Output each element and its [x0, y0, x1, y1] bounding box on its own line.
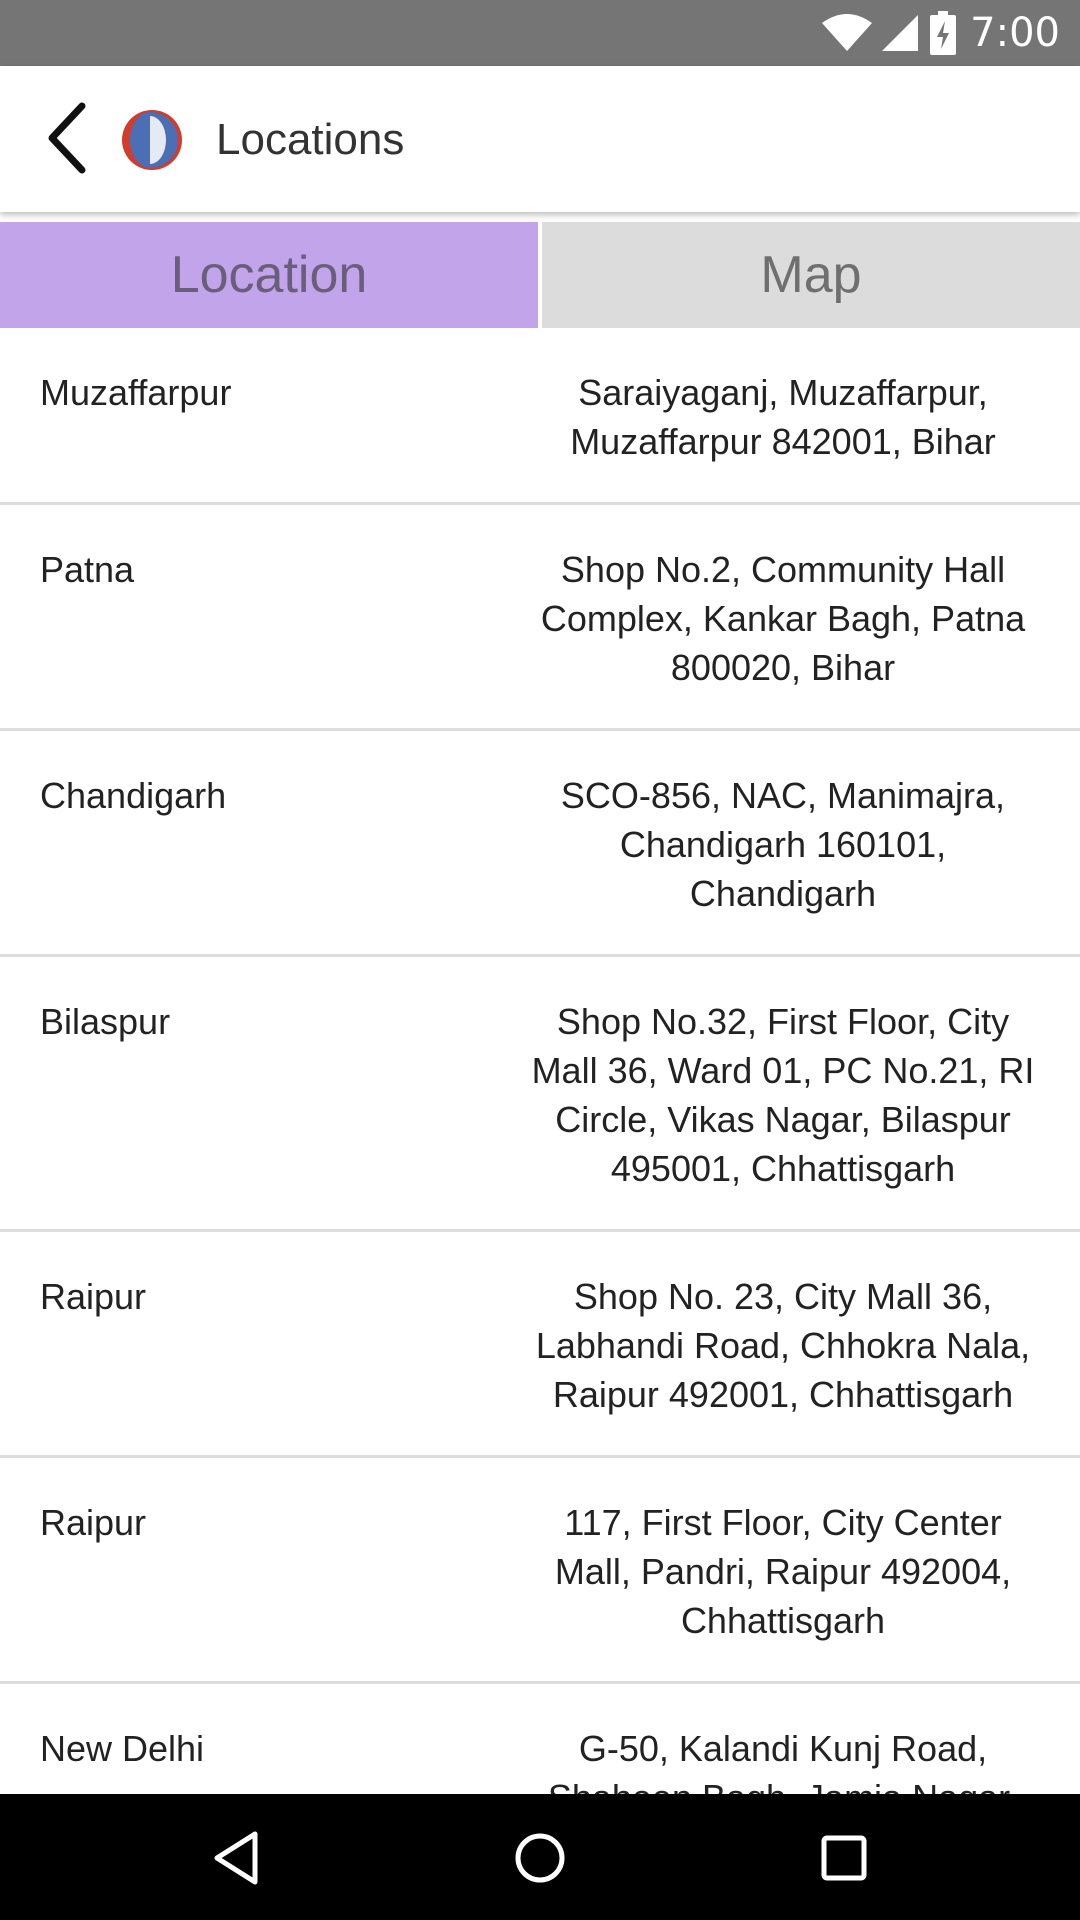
- tab-location[interactable]: Location: [0, 222, 538, 328]
- tab-bar: [0, 222, 1080, 328]
- list-item[interactable]: [0, 1232, 1080, 1458]
- circle-home-icon: [514, 1832, 566, 1889]
- location-address: Shop No.2, Community Hall Complex, Kankar Bagh, Patna 800020, Bihar: [540, 549, 1026, 688]
- tab-map[interactable]: Map: [542, 222, 1080, 328]
- app-bar: [0, 66, 1080, 212]
- location-city: Raipur: [40, 1276, 147, 1317]
- list-item[interactable]: [0, 505, 1080, 731]
- list-item[interactable]: [0, 731, 1080, 957]
- location-city: Bilaspur: [40, 1001, 171, 1042]
- back-arrow-icon: [44, 102, 88, 179]
- locations-list[interactable]: [0, 328, 1080, 1794]
- location-address: SCO-856, NAC, Manimajra, Chandigarh 160101, Chandigarh: [560, 775, 1006, 914]
- battery-charging-icon: [930, 11, 956, 55]
- status-icons: [820, 0, 1060, 66]
- status-bar: [0, 0, 1080, 66]
- app-logo-icon: [120, 108, 184, 172]
- location-city: Patna: [40, 549, 135, 590]
- page-title: Locations: [216, 115, 405, 164]
- location-address: Shop No. 23, City Mall 36, Labhandi Road, Chhokra Nala, Raipur 492001, Chhattisgarh: [535, 1276, 1031, 1415]
- location-city: Chandigarh: [40, 775, 227, 816]
- square-recents-icon: [820, 1834, 868, 1887]
- location-city: New Delhi: [40, 1728, 205, 1769]
- nav-back-button[interactable]: [196, 1820, 276, 1900]
- triangle-back-icon: [211, 1830, 261, 1891]
- cell-signal-icon: [880, 13, 920, 53]
- location-address: 117, First Floor, City Center Mall, Pandri, Raipur 492004, Chhattisgarh: [554, 1502, 1012, 1641]
- location-address: Saraiyaganj, Muzaffarpur, Muzaffarpur 842001, Bihar: [570, 372, 996, 462]
- back-button[interactable]: [36, 98, 96, 182]
- wifi-icon: [820, 13, 874, 53]
- system-nav-bar: [0, 1794, 1080, 1920]
- nav-home-button[interactable]: [500, 1820, 580, 1900]
- location-address: Shop No.32, First Floor, City Mall 36, Ward 01, PC No.21, RI Circle, Vikas Nagar, Bilaspur 495001, Chhattisgarh: [531, 1001, 1035, 1189]
- location-address: G-50, Kalandi Kunj Road,: [578, 1728, 988, 1769]
- list-item[interactable]: [0, 957, 1080, 1232]
- location-city: Raipur: [40, 1502, 147, 1543]
- status-time: 7:00: [970, 10, 1060, 56]
- location-city: Muzaffarpur: [40, 372, 232, 413]
- nav-recents-button[interactable]: [804, 1820, 884, 1900]
- list-item[interactable]: [0, 328, 1080, 505]
- list-item[interactable]: [0, 1458, 1080, 1684]
